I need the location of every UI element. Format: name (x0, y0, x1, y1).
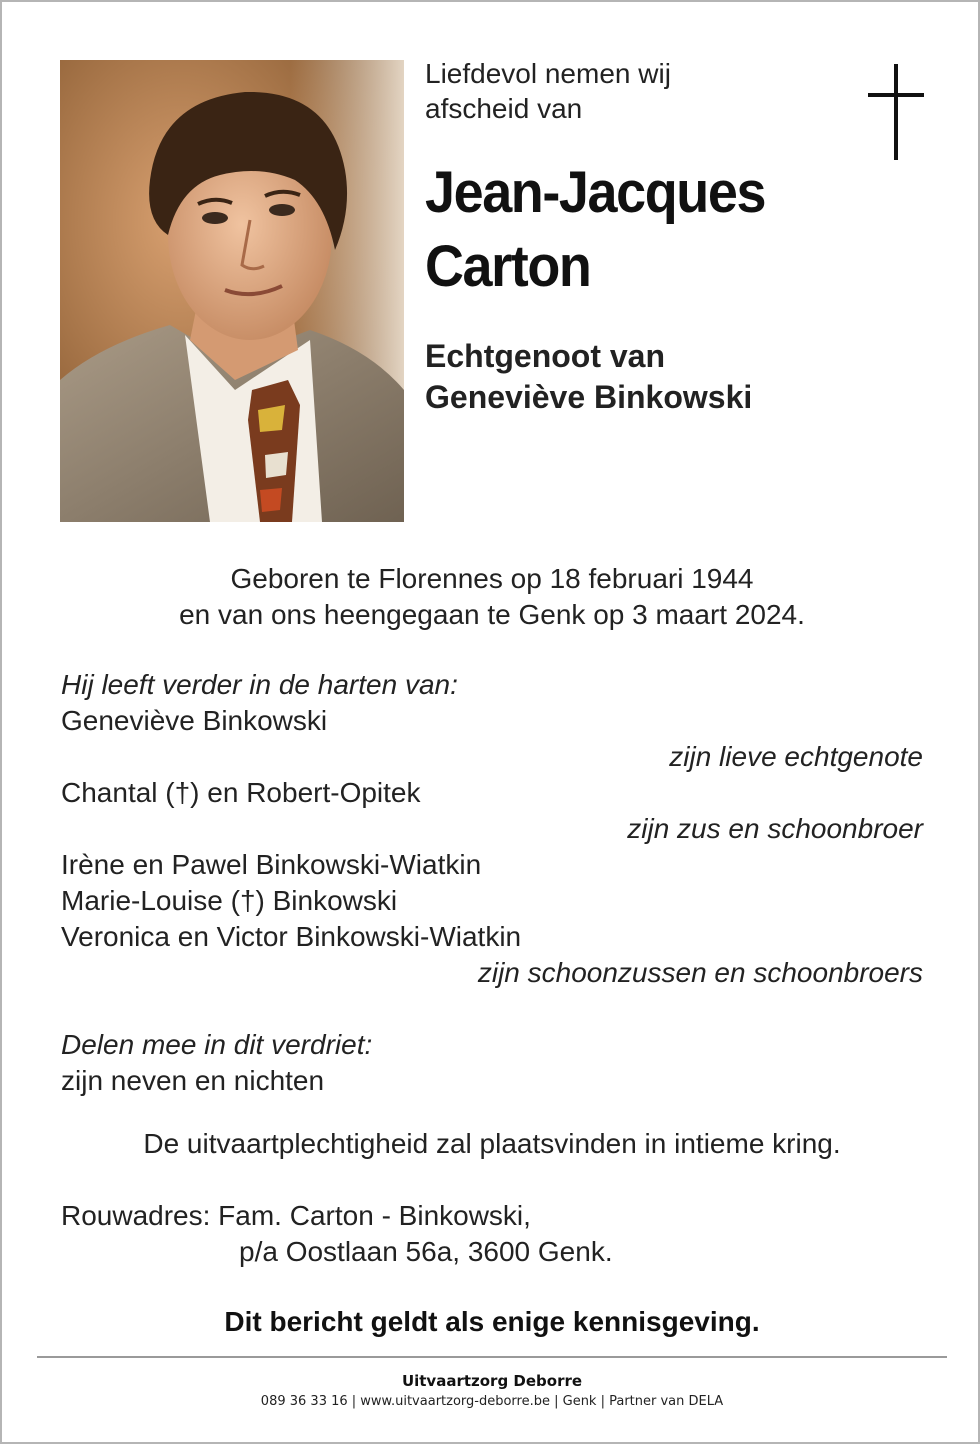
family-name: Marie-Louise (†) Binkowski (61, 885, 398, 916)
deceased-last-name: Carton (425, 234, 591, 299)
family-relation: zijn lieve echtgenote (669, 741, 923, 772)
address-line-2: p/a Oostlaan 56a, 3600 Genk. (239, 1236, 613, 1267)
family-name: Veronica en Victor Binkowski-Wiatkin (61, 921, 522, 952)
spouse-info (425, 336, 752, 418)
portrait-photo (60, 60, 404, 522)
address-line-1: Rouwadres: Fam. Carton - Binkowski, (61, 1200, 531, 1231)
family-name: Geneviève Binkowski (61, 705, 328, 736)
life-dates (2, 561, 980, 633)
family-name: Irène en Pawel Binkowski-Wiatkin (61, 849, 482, 880)
birth-line: Geboren te Florennes op 18 februari 1944 (230, 563, 754, 594)
funeral-company-name: Uitvaartzorg Deborre (401, 1372, 583, 1390)
footer-divider (37, 1356, 947, 1358)
latin-cross-icon (868, 64, 924, 160)
family-heading: Hij leeft verder in de harten van: (61, 669, 458, 700)
family-relation: zijn zus en schoonbroer (627, 813, 923, 844)
spouse-line-2: Geneviève Binkowski (425, 379, 753, 415)
notice-text: Dit bericht geldt als enige kennisgeving. (224, 1306, 760, 1337)
ceremony-text: De uitvaartplechtigheid zal plaatsvinden in intieme kring. (143, 1128, 841, 1159)
intro-text (425, 56, 671, 126)
share-heading: Delen mee in dit verdriet: (61, 1029, 373, 1060)
share-text: zijn neven en nichten (61, 1065, 325, 1096)
spouse-line-1: Echtgenoot van (425, 338, 666, 374)
family-name: Chantal (†) en Robert-Opitek (61, 777, 421, 808)
intro-line-1: Liefdevol nemen wij (425, 58, 671, 89)
deceased-first-name: Jean-Jacques (425, 160, 766, 225)
mourning-address (61, 1198, 613, 1270)
family-section (61, 667, 923, 1099)
deceased-name (425, 156, 765, 304)
death-line: en van ons heengegaan te Genk op 3 maart 2024. (179, 599, 805, 630)
funeral-company-info: 089 36 33 16 | www.uitvaartzorg-deborre.be | Genk | Partner van DELA (260, 1394, 724, 1409)
intro-line-2: afscheid van (425, 93, 583, 124)
family-relation: zijn schoonzussen en schoonbroers (477, 957, 923, 988)
